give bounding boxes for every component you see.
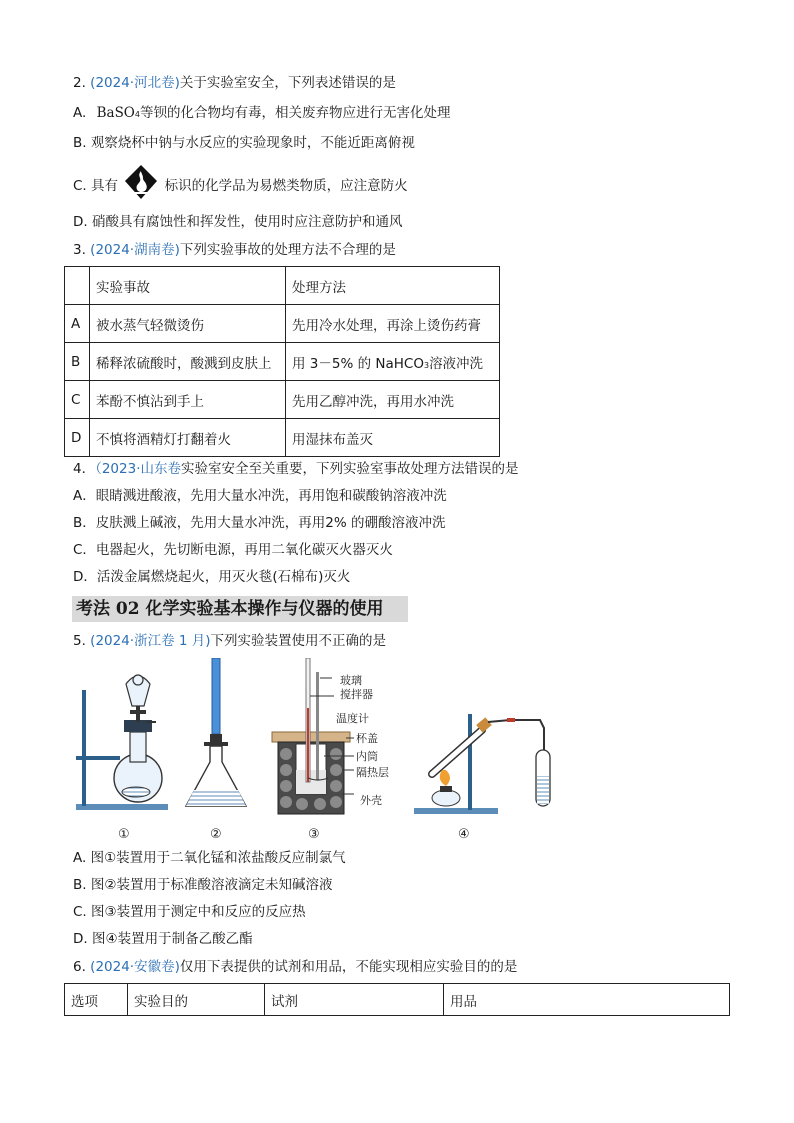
q4-option-c: C．电器起火，先切断电源，再用二氧化碳灭火器灭火 [73, 542, 393, 558]
table-row: B 稀释浓硫酸时，酸溅到皮肤上 用 3－5% 的 NaHCO3溶液冲洗 [65, 343, 500, 381]
q2-option-a: A. BaSO4等钡的化合物均有毒，相关废弃物应进行无害化处理 [73, 105, 451, 121]
table-row: 实验事故 处理方法 [65, 267, 500, 305]
q5-source: (2024·浙江卷 1 月) [90, 633, 211, 649]
apparatus-1-chlorine-generator [76, 675, 168, 810]
q2-option-d: D. 硝酸具有腐蚀性和挥发性，使用时应注意防护和通风 [73, 214, 403, 230]
table-row: 选项 实验目的 试剂 用品 [65, 984, 730, 1016]
label-shell: 外壳 [360, 794, 382, 807]
flammable-hazard-icon [124, 164, 158, 200]
figure-number-1: ① [118, 827, 130, 842]
q4-source: （2023·山东卷 [95, 461, 181, 477]
figure-number-3: ③ [308, 827, 320, 842]
q6-stem: 6. (2024·安徽卷)仅用下表提供的试剂和用品，不能实现相应实验目的的是 [73, 959, 518, 975]
q6-table [64, 983, 730, 1016]
apparatus-4-ester-preparation [414, 714, 550, 814]
label-insulation: 隔热层 [356, 766, 389, 779]
apparatus-figure [70, 658, 560, 844]
label-inner-cup: 内筒 [356, 750, 378, 763]
label-stirrer: 搅拌器 [340, 688, 373, 701]
q4-option-d: D．活泼金属燃烧起火，用灭火毯(石棉布)灭火 [73, 569, 351, 585]
label-lid: 杯盖 [356, 732, 378, 745]
q5-option-c: C. 图③装置用于测定中和反应的反应热 [73, 904, 306, 920]
label-thermometer: 温度计 [336, 712, 369, 725]
q3-table [64, 266, 500, 457]
q5-stem: 5. (2024·浙江卷 1 月)下列实验装置使用不正确的是 [73, 633, 387, 649]
q3-stem: 3. (2024·湖南卷)下列实验事故的处理方法不合理的是 [73, 242, 396, 258]
q2-option-b: B. 观察烧杯中钠与水反应的实验现象时，不能近距离俯视 [73, 135, 415, 151]
q4-option-a: A．眼睛溅进酸液，先用大量水冲洗，再用饱和碳酸钠溶液冲洗 [73, 488, 447, 504]
q6-source: (2024·安徽卷) [90, 959, 180, 975]
q5-option-a: A. 图①装置用于二氧化锰和浓盐酸反应制氯气 [73, 850, 346, 866]
q5-option-d: D. 图④装置用于制备乙酸乙酯 [73, 931, 253, 947]
q4-stem: 4．（2023·山东卷实验室安全至关重要，下列实验室事故处理方法错误的是 [73, 461, 519, 477]
q2-stem: 2. (2024·河北卷)关于实验室安全，下列表述错误的是 [73, 75, 396, 91]
q2-option-c: C. 具有 标识的化学品为易燃类物质，应注意防火 [73, 172, 408, 200]
apparatus-2-titration [186, 658, 246, 806]
section-header: 考法 02 化学实验基本操作与仪器的使用 [72, 596, 408, 622]
q4-option-b: B．皮肤溅上碱液，先用大量水冲洗，再用2% 的硼酸溶液冲洗 [73, 515, 446, 531]
table-row: A 被水蒸气轻微烫伤 先用冷水处理，再涂上烫伤药膏 [65, 305, 500, 343]
q3-source: (2024·湖南卷) [90, 242, 180, 258]
table-row: C 苯酚不慎沾到手上 先用乙醇冲洗，再用水冲洗 [65, 381, 500, 419]
label-glass: 玻璃 [340, 674, 362, 687]
apparatus-3-calorimeter [272, 658, 389, 814]
figure-number-4: ④ [458, 827, 470, 842]
q5-option-b: B. 图②装置用于标准酸溶液滴定未知碱溶液 [73, 877, 333, 893]
table-row: D 不慎将酒精灯打翻着火 用湿抹布盖灭 [65, 419, 500, 457]
figure-number-2: ② [210, 827, 222, 842]
q2-source: (2024·河北卷) [90, 75, 180, 91]
